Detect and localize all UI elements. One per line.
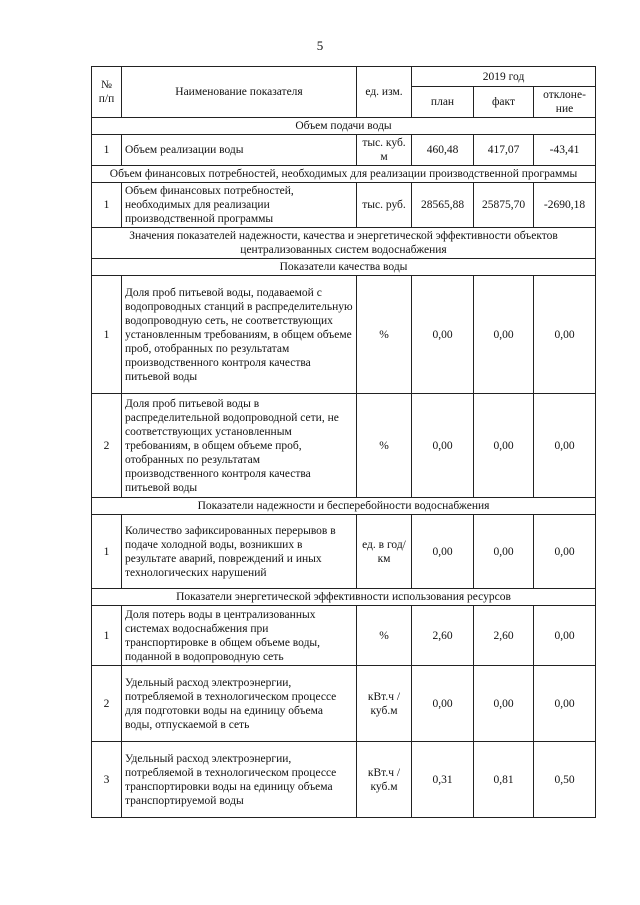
row-name: Доля проб питьевой воды, подаваемой с водопроводных станций в распределительную водопроводную сеть, не соответствующих установленным требованиям, в общем объеме проб, отобранных по результатам производственного контроля качества питьевой воды: [122, 276, 357, 394]
table-row: [92, 276, 596, 394]
header-unit: ед. изм.: [357, 67, 412, 118]
row-name: Объем реализации воды: [122, 135, 357, 166]
row-fact: 0,00: [474, 394, 534, 498]
row-plan: 0,00: [412, 515, 474, 589]
row-fact: 0,81: [474, 742, 534, 818]
row-fact: 2,60: [474, 606, 534, 666]
section-title: Объем подачи воды: [92, 118, 596, 135]
row-deviation: 0,50: [534, 742, 596, 818]
row-fact: 0,00: [474, 276, 534, 394]
row-unit: кВт.ч / куб.м: [357, 666, 412, 742]
row-num: 1: [92, 515, 122, 589]
row-plan: 460,48: [412, 135, 474, 166]
row-deviation: 0,00: [534, 666, 596, 742]
row-plan: 0,00: [412, 276, 474, 394]
row-fact: 25875,70: [474, 183, 534, 228]
row-unit: тыс. руб.: [357, 183, 412, 228]
section-title: Показатели качества воды: [92, 259, 596, 276]
section-title: Показатели надежности и бесперебойности водоснабжения: [92, 498, 596, 515]
row-num: 3: [92, 742, 122, 818]
table-row: [92, 183, 596, 228]
header-deviation: отклоне-ние: [534, 87, 596, 118]
indicators-table: [91, 66, 596, 818]
row-deviation: -43,41: [534, 135, 596, 166]
row-deviation: 0,00: [534, 394, 596, 498]
row-plan: 2,60: [412, 606, 474, 666]
row-deviation: 0,00: [534, 276, 596, 394]
row-plan: 0,00: [412, 666, 474, 742]
header-num: № п/п: [92, 67, 122, 118]
row-name: Доля проб питьевой воды в распределительной водопроводной сети, не соответствующих установленным требованиям, в общем объеме проб, отобранных по результатам производственного контроля качества питьевой воды: [122, 394, 357, 498]
row-unit: кВт.ч / куб.м: [357, 742, 412, 818]
table-row: [92, 135, 596, 166]
header-year: 2019 год: [412, 67, 596, 87]
row-num: 1: [92, 606, 122, 666]
row-plan: 28565,88: [412, 183, 474, 228]
section-title: Объем финансовых потребностей, необходимых для реализации производственной программы: [92, 166, 596, 183]
section-title: Показатели энергетической эффективности использования ресурсов: [92, 589, 596, 606]
row-num: 1: [92, 183, 122, 228]
row-deviation: 0,00: [534, 515, 596, 589]
row-name: Количество зафиксированных перерывов в подаче холодной воды, возникших в результате аварий, повреждений и иных технологических нарушений: [122, 515, 357, 589]
row-fact: 0,00: [474, 666, 534, 742]
row-fact: 0,00: [474, 515, 534, 589]
table-row: [92, 606, 596, 666]
row-fact: 417,07: [474, 135, 534, 166]
row-plan: 0,31: [412, 742, 474, 818]
header-fact: факт: [474, 87, 534, 118]
row-num: 1: [92, 135, 122, 166]
row-plan: 0,00: [412, 394, 474, 498]
section-title: Значения показателей надежности, качества и энергетической эффективности объектов централизованных систем водоснабжения: [92, 228, 596, 259]
header-name: Наименование показателя: [122, 67, 357, 118]
row-num: 2: [92, 666, 122, 742]
row-deviation: 0,00: [534, 606, 596, 666]
table-row: [92, 666, 596, 742]
table-row: [92, 394, 596, 498]
header-plan: план: [412, 87, 474, 118]
table-row: [92, 742, 596, 818]
row-num: 2: [92, 394, 122, 498]
row-deviation: -2690,18: [534, 183, 596, 228]
row-unit: %: [357, 276, 412, 394]
row-unit: тыс. куб. м: [357, 135, 412, 166]
row-name: Объем финансовых потребностей, необходимых для реализации производственной программы: [122, 183, 357, 228]
row-unit: %: [357, 606, 412, 666]
row-unit: ед. в год/ км: [357, 515, 412, 589]
page-number: 5: [316, 38, 324, 53]
row-name: Доля потерь воды в централизованных системах водоснабжения при транспортировке в общем объеме воды, поданной в водопроводную сеть: [122, 606, 357, 666]
row-unit: %: [357, 394, 412, 498]
row-name: Удельный расход электроэнергии, потребляемой в технологическом процессе для подготовки воды на единицу объема воды, отпускаемой в сеть: [122, 666, 357, 742]
row-name: Удельный расход электроэнергии, потребляемой в технологическом процессе транспортировки воды на единицу объема транспортируемой воды: [122, 742, 357, 818]
table-row: [92, 515, 596, 589]
row-num: 1: [92, 276, 122, 394]
